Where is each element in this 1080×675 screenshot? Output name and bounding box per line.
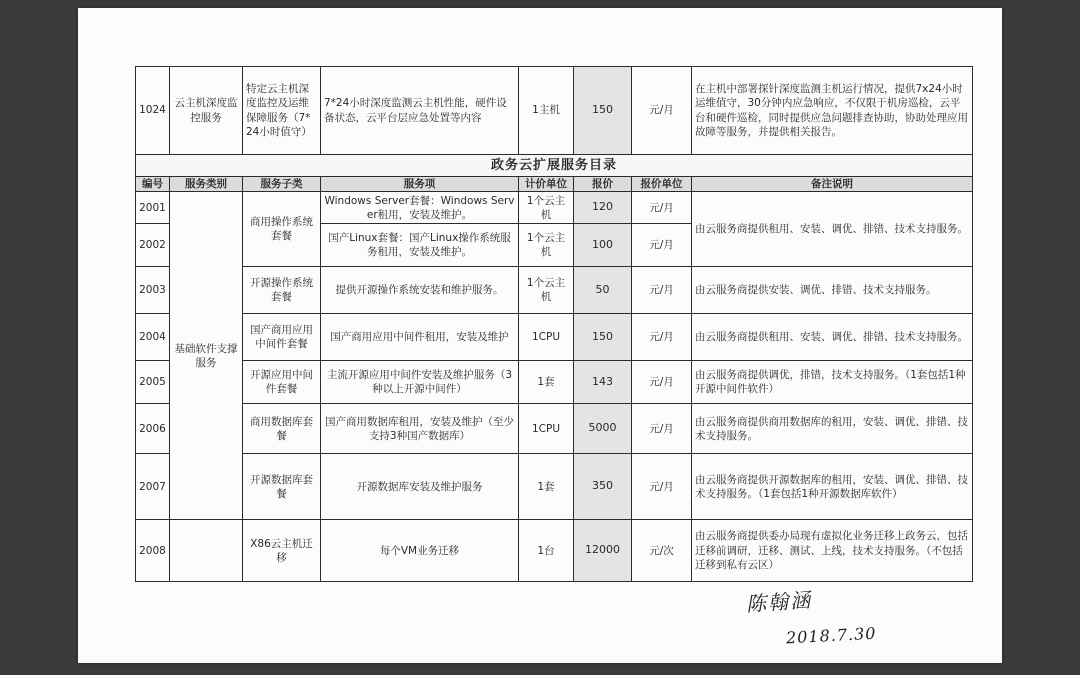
- remark: 由云服务商提供安装、调优、排错、技术支持服务。: [692, 267, 973, 314]
- service-subtype: 商用数据库套餐: [243, 404, 321, 454]
- table-row: [136, 404, 973, 454]
- remark: 由云服务商提供租用、安装、调优、排错、技术支持服务。: [692, 314, 973, 361]
- price: 12000: [574, 520, 632, 582]
- price: 5000: [574, 404, 632, 454]
- header-price-unit: 报价单位: [632, 177, 692, 192]
- price-unit: 元/月: [632, 224, 692, 267]
- header-price: 报价: [574, 177, 632, 192]
- remark: 由云服务商提供调优，排错，技术支持服务。（1套包括1种开源中间件软件）: [692, 361, 973, 404]
- service-item: Windows Server套餐：Windows Server租用，安装及维护。: [321, 192, 519, 224]
- service-category-merged: 基础软件支撑服务: [170, 192, 243, 520]
- pricing-unit: 1套: [519, 454, 574, 520]
- service-item: 国产Linux套餐：国产Linux操作系统服务租用，安装及维护。: [321, 224, 519, 267]
- header-category: 服务类别: [170, 177, 243, 192]
- remark: 由云服务商提供开源数据库的租用，安装、调优、排错、技术支持服务。（1套包括1种开源数据库软件）: [692, 454, 973, 520]
- service-category: 云主机深度监控服务: [170, 67, 243, 155]
- table-row: [136, 454, 973, 520]
- service-subtype: 特定云主机深度监控及运维保障服务（7*24小时值守）: [243, 67, 321, 155]
- service-item: 国产商用应用中间件租用，安装及维护: [321, 314, 519, 361]
- pricing-unit: 1CPU: [519, 404, 574, 454]
- service-subtype: 开源操作系统套餐: [243, 267, 321, 314]
- pricing-unit: 1个云主机: [519, 224, 574, 267]
- pricing-unit: 1主机: [519, 67, 574, 155]
- header-remark: 备注说明: [692, 177, 973, 192]
- price-unit: 元/月: [632, 404, 692, 454]
- handwritten-signature: 陈翰涵: [745, 587, 813, 617]
- table-header-row: [136, 177, 973, 192]
- price-unit: 元/次: [632, 520, 692, 582]
- table-row-1024: [136, 67, 973, 155]
- service-id: 2003: [136, 267, 170, 314]
- section-title-row: [136, 155, 973, 177]
- price: 143: [574, 361, 632, 404]
- service-item: 开源数据库安装及维护服务: [321, 454, 519, 520]
- remark: 在主机中部署探针深度监测主机运行情况，提供7x24小时运维值守，30分钟内应急响应，不仅限于机房巡检，云平台和硬件巡检，同时提供应急问题排查协助，协助处理应用故障等服务，并提供相关报告。: [692, 67, 973, 155]
- handwritten-date: 2018.7.30: [785, 623, 877, 648]
- pricing-unit: 1个云主机: [519, 267, 574, 314]
- price-unit: 元/月: [632, 314, 692, 361]
- service-id: 2006: [136, 404, 170, 454]
- service-subtype-merged: 商用操作系统套餐: [243, 192, 321, 267]
- service-item: 国产商用数据库租用，安装及维护（至少支持3种国产数据库）: [321, 404, 519, 454]
- service-item: 每个VM业务迁移: [321, 520, 519, 582]
- price: 150: [574, 67, 632, 155]
- price-unit: 元/月: [632, 454, 692, 520]
- header-unit: 计价单位: [519, 177, 574, 192]
- remark: 由云服务商提供商用数据库的租用，安装、调优、排错、技术支持服务。: [692, 404, 973, 454]
- service-item: 提供开源操作系统安装和维护服务。: [321, 267, 519, 314]
- price: 100: [574, 224, 632, 267]
- table-row: [136, 267, 973, 314]
- service-item: 7*24小时深度监测云主机性能，硬件设备状态，云平台层应急处置等内容: [321, 67, 519, 155]
- price-unit: 元/月: [632, 361, 692, 404]
- header-item: 服务项: [321, 177, 519, 192]
- header-subtype: 服务子类: [243, 177, 321, 192]
- service-catalog-table: [135, 66, 973, 582]
- table-row: [136, 520, 973, 582]
- service-subtype: 开源数据库套餐: [243, 454, 321, 520]
- service-id: 2002: [136, 224, 170, 267]
- service-id: 2001: [136, 192, 170, 224]
- pricing-unit: 1个云主机: [519, 192, 574, 224]
- service-id: 1024: [136, 67, 170, 155]
- table-row: [136, 314, 973, 361]
- pricing-unit: 1台: [519, 520, 574, 582]
- service-id: 2008: [136, 520, 170, 582]
- service-id: 2007: [136, 454, 170, 520]
- table-row: [136, 192, 973, 224]
- service-subtype: X86云主机迁移: [243, 520, 321, 582]
- price-unit: 元/月: [632, 192, 692, 224]
- section-title: 政务云扩展服务目录: [136, 155, 973, 177]
- pricing-unit: 1CPU: [519, 314, 574, 361]
- price: 350: [574, 454, 632, 520]
- service-id: 2004: [136, 314, 170, 361]
- remark: 由云服务商提供委办局现有虚拟化业务迁移上政务云，包括迁移前调研，迁移、测试、上线，技术支持服务。（不包括迁移到私有云区）: [692, 520, 973, 582]
- service-subtype: 国产商用应用中间件套餐: [243, 314, 321, 361]
- service-category-empty: [170, 520, 243, 582]
- service-item: 主流开源应用中间件安装及维护服务（3种以上开源中间件）: [321, 361, 519, 404]
- remark-merged: 由云服务商提供租用、安装、调优、排错、技术支持服务。: [692, 192, 973, 267]
- scanned-page: [78, 8, 1002, 663]
- service-subtype: 开源应用中间件套餐: [243, 361, 321, 404]
- price: 50: [574, 267, 632, 314]
- price-unit: 元/月: [632, 67, 692, 155]
- price: 150: [574, 314, 632, 361]
- pricing-unit: 1套: [519, 361, 574, 404]
- table-row: [136, 361, 973, 404]
- price: 120: [574, 192, 632, 224]
- service-id: 2005: [136, 361, 170, 404]
- header-id: 编号: [136, 177, 170, 192]
- price-unit: 元/月: [632, 267, 692, 314]
